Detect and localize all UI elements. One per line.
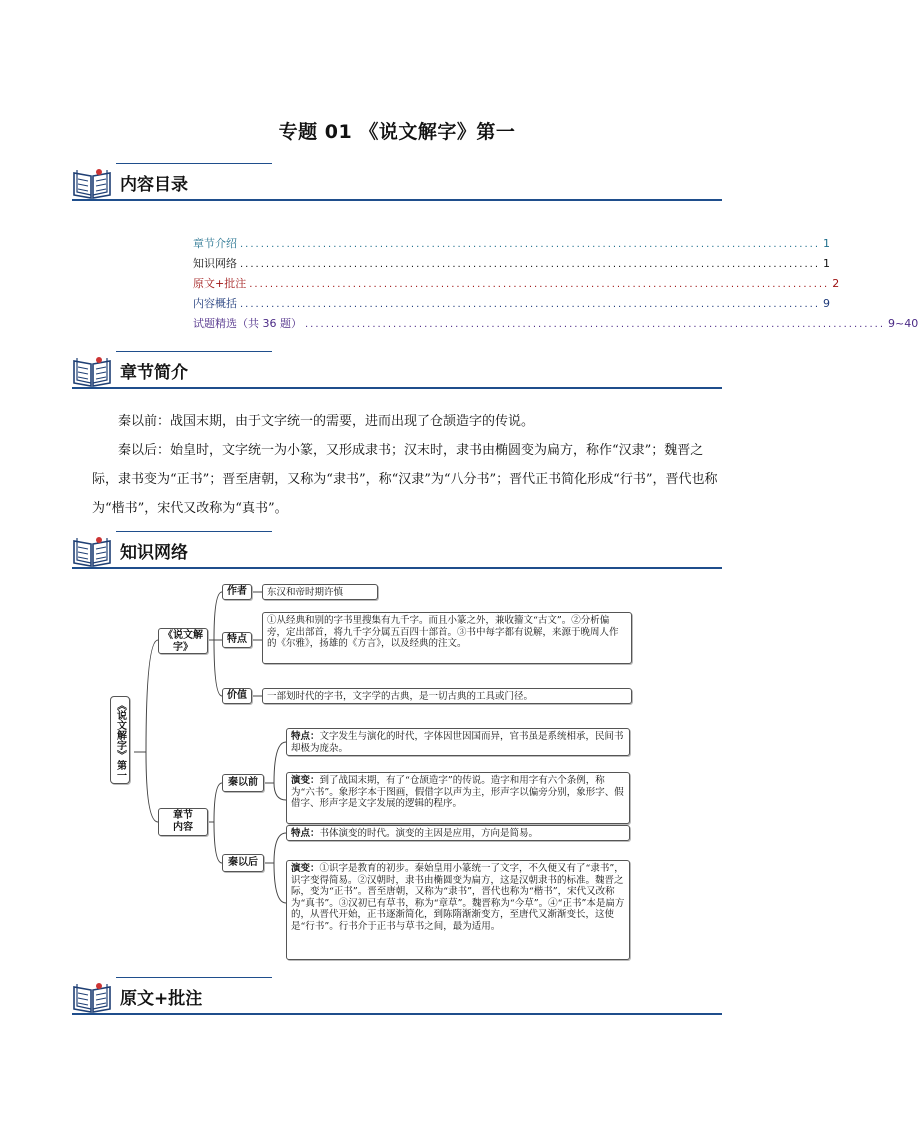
mindmap-value-box <box>262 688 632 704</box>
toc-item-title: 试题精选（共 36 题） <box>193 317 302 330</box>
mindmap-author-box <box>262 584 378 600</box>
toc-item-selected-questions[interactable] <box>193 315 918 335</box>
mindmap-features-text: ①从经典和别的字书里搜集有九千字。而且小篆之外，兼收籀文“古文”。②分析偏旁，定出部首，将九千字分属五百四十部首。③书中每字都有说解，来源于晚周人作的《尔雅》，扬雄的《方言》，以及经典的注文。 <box>267 615 619 649</box>
toc-item-title: 内容概括 <box>193 297 237 310</box>
mindmap-before-qin-feature-box <box>286 728 630 756</box>
toc-item-original-notes[interactable] <box>193 275 840 295</box>
open-book-icon <box>72 979 112 1013</box>
section-title: 原文+批注 <box>120 989 203 1009</box>
section-header-network <box>72 529 722 571</box>
mindmap-node-before-qin <box>222 774 264 792</box>
section-header-contents <box>72 161 722 203</box>
document-title: 专题 01 《说文解字》第一 <box>278 121 516 143</box>
section-top-rule <box>116 163 272 164</box>
mindmap-author-text: 东汉和帝时期许慎 <box>267 587 344 598</box>
section-title: 内容目录 <box>120 175 188 195</box>
toc-item-title: 章节介绍 <box>193 237 237 250</box>
toc-item-title: 知识网络 <box>193 257 237 270</box>
mindmap-root-label: 《说文解字》第一 <box>114 700 126 780</box>
toc-leader-dots: ................................................................................................................ <box>240 239 821 250</box>
mindmap-root-node <box>110 696 130 784</box>
section-top-rule <box>116 977 272 978</box>
mindmap-node-value <box>222 688 252 704</box>
mindmap-node-chapter-content <box>158 808 208 836</box>
mindmap-node-label: 秦以后 <box>228 857 258 868</box>
mindmap-node-label: 秦以前 <box>228 777 258 788</box>
mindmap-box-label: 演变： <box>291 775 320 786</box>
intro-text <box>92 407 724 523</box>
open-book-icon <box>72 353 112 387</box>
toc-item-page: 9 <box>823 297 831 310</box>
mindmap-node-label: 特点 <box>227 634 247 645</box>
mindmap-after-qin-feature-box <box>286 825 630 841</box>
mindmap-node-after-qin <box>222 854 264 872</box>
section-title: 章节简介 <box>120 363 188 383</box>
toc-item-page: 1 <box>823 257 831 270</box>
mindmap-after-qin-evolution-box <box>286 860 630 960</box>
intro-paragraph-before-qin: 秦以前：战国末期，由于文字统一的需要，进而出现了仓颉造字的传说。 <box>118 414 535 429</box>
mindmap-box-text: 书体演变的时代。演变的主因是应用，方向是简易。 <box>319 828 539 839</box>
section-top-rule <box>116 531 272 532</box>
toc-leader-dots: ................................................................................................................ <box>240 259 821 270</box>
toc-item-page: 1 <box>823 237 831 250</box>
mindmap-node-shuowen <box>158 628 208 654</box>
section-top-rule <box>116 351 272 352</box>
section-header-original <box>72 975 722 1017</box>
section-rule <box>72 1013 722 1015</box>
mindmap-box-label: 特点： <box>291 731 320 742</box>
toc-item-page: 9~40 <box>888 317 918 330</box>
intro-paragraph-after-qin: 秦以后：始皇时，文字统一为小篆，又形成隶书；汉末时，隶书由椭圆变为扁方，称作“汉隶”；魏晋之际，隶书变为“正书”；晋至唐朝，又称为“隶书”，称“汉隶”为“八分书”；晋代正书简化形成“行书”，晋代也称为“楷书”，宋代又改称为“真书”。 <box>92 443 718 516</box>
section-header-intro <box>72 349 722 391</box>
open-book-icon <box>72 533 112 567</box>
toc-item-title: 原文+批注 <box>193 277 247 290</box>
mindmap-node-label: 《说文解字》 <box>163 630 203 653</box>
mindmap-node-features <box>222 632 252 648</box>
mindmap-node-label: 作者 <box>227 586 247 597</box>
knowledge-mindmap <box>106 578 636 962</box>
mindmap-node-author <box>222 584 252 600</box>
mindmap-box-text: 文字发生与演化的时代，字体因世因国而异，官书虽是系统相承，民间书却极为庞杂。 <box>291 731 624 754</box>
section-rule <box>72 567 722 569</box>
mindmap-features-box <box>262 612 632 664</box>
mindmap-value-text: 一部划时代的字书，文字学的古典，是一切古典的工具或门径。 <box>267 691 534 702</box>
section-title: 知识网络 <box>120 543 188 563</box>
section-rule <box>72 199 722 201</box>
mindmap-node-label: 章节内容 <box>173 810 193 833</box>
toc-item-summary[interactable] <box>193 295 831 315</box>
table-of-contents <box>193 235 918 335</box>
mindmap-node-label: 价值 <box>227 690 247 701</box>
mindmap-box-text: 到了战国末期，有了“仓颉造字”的传说。造字和用字有六个条例，称为“六书”。象形字本于图画，假借字以声为主，形声字以偏旁分别，象形字、假借字、形声字是文字发展的逻辑的程序。 <box>291 775 624 809</box>
mindmap-before-qin-evolution-box <box>286 772 630 824</box>
toc-leader-dots: ................................................................................................................ <box>305 319 886 330</box>
toc-leader-dots: ................................................................................................................ <box>249 279 830 290</box>
mindmap-box-text: ①识字是教育的初步。秦始皇用小篆统一了文字，不久便又有了“隶书”，识字变得简易。②汉朝时，隶书由椭圆变为扁方，这是汉朝隶书的标准。魏晋之际，变为“正书”。晋至唐朝，又称为“隶书”，晋代也称为“楷书”，宋代又改称为“真书”。③汉初已有草书，称为“章草”。魏晋称为“今草”。④“正书”本是扁方的，从晋代开始，正书逐渐简化，到陈隋渐渐变方，至唐代又渐渐变长，这使是“行书”。行书介于正书与草书之间，最为适用。 <box>291 863 625 932</box>
mindmap-box-label: 特点： <box>291 828 320 839</box>
open-book-icon <box>72 165 112 199</box>
toc-item-chapter-intro[interactable] <box>193 235 831 255</box>
toc-item-knowledge-network[interactable] <box>193 255 831 275</box>
toc-item-page: 2 <box>832 277 840 290</box>
section-rule <box>72 387 722 389</box>
toc-leader-dots: ................................................................................................................ <box>240 299 821 310</box>
mindmap-box-label: 演变： <box>291 863 320 874</box>
